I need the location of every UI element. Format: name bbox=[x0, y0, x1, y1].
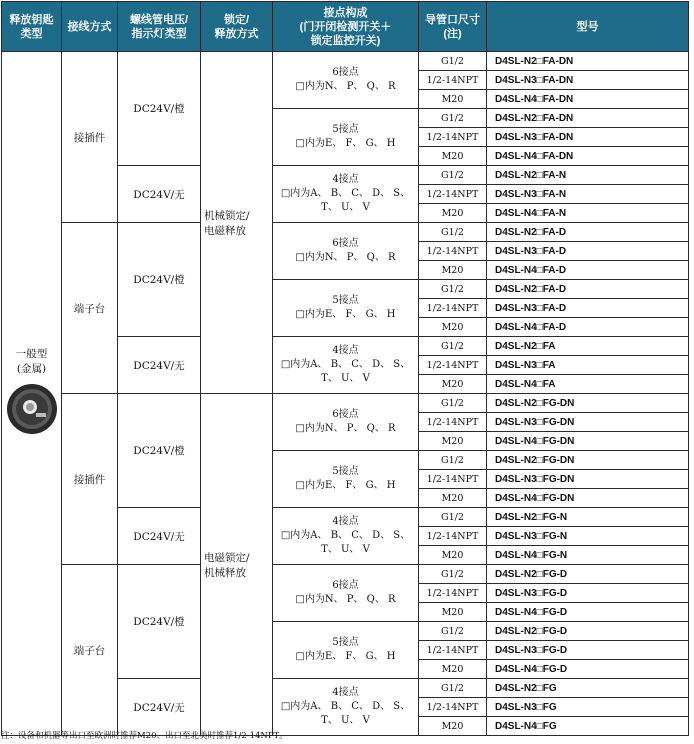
model-cell: D4SL-N4□FG-N bbox=[487, 546, 689, 565]
conduit-size-cell: G1/2 bbox=[419, 280, 487, 299]
conduit-size-cell: G1/2 bbox=[419, 223, 487, 242]
conduit-size-cell: M20 bbox=[419, 717, 487, 736]
model-cell: D4SL-N4□FG bbox=[487, 717, 689, 736]
contact-cell: 5接点 □内为E、 F、 G、 H bbox=[273, 451, 419, 508]
conduit-size-cell: G1/2 bbox=[419, 394, 487, 413]
conduit-size-cell: M20 bbox=[419, 90, 487, 109]
solenoid-cell: DC24V/橙 bbox=[118, 223, 201, 337]
conduit-size-cell: M20 bbox=[419, 204, 487, 223]
wiring-cell: 端子台 bbox=[62, 223, 118, 394]
model-cell: D4SL-N3□FG-DN bbox=[487, 470, 689, 489]
contact-cell: 6接点 □内为N、 P、 Q、 R bbox=[273, 52, 419, 109]
conduit-size-cell: 1/2-14NPT bbox=[419, 527, 487, 546]
contact-cell: 6接点 □内为N、 P、 Q、 R bbox=[273, 394, 419, 451]
model-cell: D4SL-N4□FA-DN bbox=[487, 90, 689, 109]
conduit-size-cell: M20 bbox=[419, 660, 487, 679]
header-wiring: 接线方式 bbox=[62, 2, 118, 52]
header-solenoid: 螺线管电压/ 指示灯类型 bbox=[118, 2, 201, 52]
conduit-size-cell: G1/2 bbox=[419, 52, 487, 71]
conduit-size-cell: G1/2 bbox=[419, 337, 487, 356]
model-cell: D4SL-N4□FA bbox=[487, 375, 689, 394]
model-cell: D4SL-N3□FA-DN bbox=[487, 71, 689, 90]
header-model: 型号 bbox=[487, 2, 689, 52]
wiring-cell: 接插件 bbox=[62, 52, 118, 223]
conduit-size-cell: 1/2-14NPT bbox=[419, 641, 487, 660]
conduit-size-cell: M20 bbox=[419, 489, 487, 508]
model-cell: D4SL-N4□FA-DN bbox=[487, 147, 689, 166]
model-cell: D4SL-N2□FG-N bbox=[487, 508, 689, 527]
solenoid-cell: DC24V/无 bbox=[118, 679, 201, 736]
conduit-size-cell: M20 bbox=[419, 318, 487, 337]
model-cell: D4SL-N2□FA-DN bbox=[487, 109, 689, 128]
contact-cell: 6接点 □内为N、 P、 Q、 R bbox=[273, 565, 419, 622]
contact-cell: 4接点 □内为A、 B、 C、 D、 S、 T、 U、 V bbox=[273, 166, 419, 223]
footnote: 注：设备和机器等出口至欧洲时推荐M20、出口至北美时推荐1/2-14NPT。 bbox=[1, 731, 288, 741]
conduit-size-cell: M20 bbox=[419, 147, 487, 166]
release-key-label: 一般型 (金属) bbox=[15, 348, 48, 375]
model-cell: D4SL-N3□FG-D bbox=[487, 641, 689, 660]
conduit-size-cell: G1/2 bbox=[419, 622, 487, 641]
conduit-size-cell: M20 bbox=[419, 261, 487, 280]
conduit-size-cell: G1/2 bbox=[419, 109, 487, 128]
conduit-size-cell: 1/2-14NPT bbox=[419, 185, 487, 204]
contact-cell: 4接点 □内为A、 B、 C、 D、 S、 T、 U、 V bbox=[273, 508, 419, 565]
wiring-cell: 端子台 bbox=[62, 565, 118, 736]
solenoid-cell: DC24V/无 bbox=[118, 508, 201, 565]
solenoid-cell: DC24V/橙 bbox=[118, 394, 201, 508]
model-cell: D4SL-N4□FG-DN bbox=[487, 489, 689, 508]
solenoid-cell: DC24V/无 bbox=[118, 337, 201, 394]
contact-cell: 4接点 □内为A、 B、 C、 D、 S、 T、 U、 V bbox=[273, 337, 419, 394]
conduit-size-cell: 1/2-14NPT bbox=[419, 584, 487, 603]
model-cell: D4SL-N3□FA-N bbox=[487, 185, 689, 204]
lock-release-cell: 机械锁定/ 电磁释放 bbox=[201, 52, 273, 394]
contact-cell: 6接点 □内为N、 P、 Q、 R bbox=[273, 223, 419, 280]
model-cell: D4SL-N2□FG-DN bbox=[487, 451, 689, 470]
model-cell: D4SL-N2□FG bbox=[487, 679, 689, 698]
conduit-size-cell: G1/2 bbox=[419, 679, 487, 698]
conduit-size-cell: G1/2 bbox=[419, 508, 487, 527]
conduit-size-cell: M20 bbox=[419, 375, 487, 394]
lock-release-cell: 电磁锁定/ 机械释放 bbox=[201, 394, 273, 736]
conduit-size-cell: G1/2 bbox=[419, 451, 487, 470]
contact-cell: 4接点 □内为A、 B、 C、 D、 S、 T、 U、 V bbox=[273, 679, 419, 736]
table-row bbox=[2, 52, 689, 71]
model-cell: D4SL-N2□FA bbox=[487, 337, 689, 356]
model-cell: D4SL-N4□FA-D bbox=[487, 261, 689, 280]
contact-cell: 5接点 □内为E、 F、 G、 H bbox=[273, 280, 419, 337]
model-cell: D4SL-N4□FG-DN bbox=[487, 432, 689, 451]
model-cell: D4SL-N3□FA-D bbox=[487, 242, 689, 261]
solenoid-cell: DC24V/橙 bbox=[118, 52, 201, 166]
model-selection-table bbox=[1, 1, 689, 736]
metal-key-photo-icon bbox=[6, 383, 58, 435]
model-cell: D4SL-N2□FG-D bbox=[487, 622, 689, 641]
header-lock-release: 锁定/ 释放方式 bbox=[201, 2, 273, 52]
model-cell: D4SL-N3□FG bbox=[487, 698, 689, 717]
model-cell: D4SL-N4□FA-D bbox=[487, 318, 689, 337]
table-row bbox=[2, 394, 689, 413]
conduit-size-cell: 1/2-14NPT bbox=[419, 128, 487, 147]
model-cell: D4SL-N4□FG-D bbox=[487, 603, 689, 622]
table-row bbox=[2, 565, 689, 584]
model-cell: D4SL-N4□FA-N bbox=[487, 204, 689, 223]
model-cell: D4SL-N2□FA-D bbox=[487, 280, 689, 299]
model-cell: D4SL-N2□FA-N bbox=[487, 166, 689, 185]
header-release-key: 释放钥匙 类型 bbox=[2, 2, 62, 52]
table-row bbox=[2, 223, 689, 242]
contact-cell: 5接点 □内为E、 F、 G、 H bbox=[273, 622, 419, 679]
conduit-size-cell: G1/2 bbox=[419, 166, 487, 185]
model-cell: D4SL-N3□FG-D bbox=[487, 584, 689, 603]
model-cell: D4SL-N3□FA-D bbox=[487, 299, 689, 318]
header-contacts: 接点构成 (门开闭检测开关＋ 锁定监控开关) bbox=[273, 2, 419, 52]
conduit-size-cell: 1/2-14NPT bbox=[419, 356, 487, 375]
contact-cell: 5接点 □内为E、 F、 G、 H bbox=[273, 109, 419, 166]
header-row bbox=[2, 2, 689, 52]
conduit-size-cell: G1/2 bbox=[419, 565, 487, 584]
model-cell: D4SL-N3□FA-DN bbox=[487, 128, 689, 147]
conduit-size-cell: 1/2-14NPT bbox=[419, 413, 487, 432]
conduit-size-cell: 1/2-14NPT bbox=[419, 71, 487, 90]
conduit-size-cell: 1/2-14NPT bbox=[419, 242, 487, 261]
model-cell: D4SL-N3□FG-N bbox=[487, 527, 689, 546]
conduit-size-cell: 1/2-14NPT bbox=[419, 698, 487, 717]
model-cell: D4SL-N2□FA-D bbox=[487, 223, 689, 242]
conduit-size-cell: M20 bbox=[419, 546, 487, 565]
release-key-cell bbox=[2, 52, 62, 736]
model-cell: D4SL-N2□FG-D bbox=[487, 565, 689, 584]
conduit-size-cell: M20 bbox=[419, 603, 487, 622]
solenoid-cell: DC24V/无 bbox=[118, 166, 201, 223]
model-cell: D4SL-N3□FG-DN bbox=[487, 413, 689, 432]
solenoid-cell: DC24V/橙 bbox=[118, 565, 201, 679]
wiring-cell: 接插件 bbox=[62, 394, 118, 565]
conduit-size-cell: 1/2-14NPT bbox=[419, 299, 487, 318]
model-cell: D4SL-N2□FA-DN bbox=[487, 52, 689, 71]
model-cell: D4SL-N4□FG-D bbox=[487, 660, 689, 679]
conduit-size-cell: 1/2-14NPT bbox=[419, 470, 487, 489]
model-cell: D4SL-N2□FG-DN bbox=[487, 394, 689, 413]
conduit-size-cell: M20 bbox=[419, 432, 487, 451]
header-conduit: 导管口尺寸 (注) bbox=[419, 2, 487, 52]
model-cell: D4SL-N3□FA bbox=[487, 356, 689, 375]
